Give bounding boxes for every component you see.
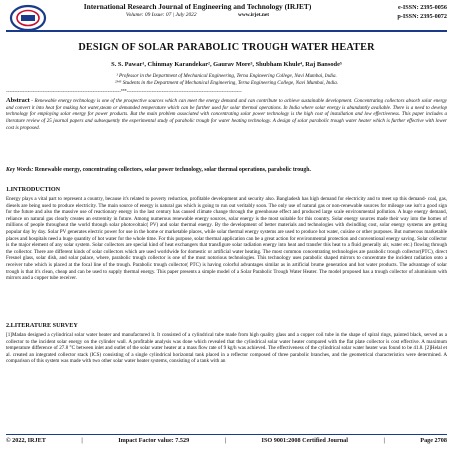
footer-impact-factor: Impact Factor value: 7.529 bbox=[118, 437, 190, 444]
footer-copyright: © 2022, IRJET bbox=[6, 437, 46, 444]
keywords bbox=[6, 167, 447, 174]
keywords-text: Renewable energy, concentrating collectors, solar power technology, solar thermal operations, parabolic trough. bbox=[33, 167, 311, 173]
header-rule bbox=[6, 30, 447, 32]
affiliation-1: ¹ Professor in the Department of Mechanical Engineering, Terna Engineering College, Navi Mumbai, India. bbox=[116, 73, 337, 79]
p-issn: p-ISSN: 2395-0072 bbox=[397, 13, 447, 20]
paper-title: DESIGN OF SOLAR PARABOLIC TROUGH WATER HEATER bbox=[78, 42, 375, 53]
affiliation-2: ²³⁴⁵ Students in the Department of Mechanical Engineering, Terna Engineering College, Navi Mumbai, India. bbox=[114, 80, 339, 86]
e-issn: e-ISSN: 2395-0056 bbox=[398, 4, 447, 11]
keywords-label: Key Words: bbox=[6, 167, 34, 173]
page-footer bbox=[6, 437, 447, 444]
footer-iso: ISO 9001:2008 Certified Journal bbox=[261, 437, 348, 444]
literature-survey-body: [1]Madan designed a cylindrical solar water heater and manufactured it. It consisted of a cylindrical tube made from high quality glass and a copper coil tube in the shape of spiral rings, painted black, served as a collector to the incident solar energy on the cylinder wall. A profitable analysis was done which revealed that the cylindrical solar water heater compared with the flat plate collector is cost effective. A maximum temperature difference of 27.8 °C between inlet and outlet of the solar water heater at a mass flow rate of 9 kg/h was achieved. The effectiveness of the cylindrical solar water heater was found to be 41.8. [2]Helal et al. created an integrated collector stack (ICS) consisting of a single cylindrical horizontal tank placed in a reflector composed of three parabolic branches, and the geometrical characteristics were determined. A comparison of this system was made with two other solar water heater systems, consisting of a tank with an bbox=[6, 332, 447, 365]
irjet-logo bbox=[8, 3, 48, 33]
volume-issue: Volume: 09 Issue: 07 | July 2022 bbox=[125, 12, 197, 18]
footer-page-number: Page 2708 bbox=[420, 437, 447, 444]
journal-header bbox=[0, 0, 453, 38]
section-separator: ---------------------------------------------------------------------***--------------------------------------------------------------------- bbox=[6, 89, 242, 95]
footer-rule bbox=[6, 434, 447, 435]
abstract-text: - Renewable energy technology is one of the prospective sources which can meet the energy demand and can contribute to achieve sustainable development. Concentrating collectors absorb solar energy and convert it into heat for making hot water,steam or demanded temperature which can be further used for solar thermal operations. In India where solar energy is abundantly available. There is a need to develop technology for employing solar energy for power products. But the main problem associated with concentrating solar power technology is the high cost of installation and low effectiveness. This paper includes a literature review of 25 journal papers and subsequently the experimental study of parabolic trough for water heating technology. A design of solar parabolic trough water heater which is further effective with lower cost is proposed. bbox=[6, 98, 447, 131]
journal-website[interactable]: www.irjet.net bbox=[237, 12, 270, 18]
section-heading-literature-survey: 2.LITERATURE SURVEY bbox=[6, 322, 78, 329]
abstract bbox=[6, 98, 447, 131]
journal-title: International Research Journal of Engineering and Technology (IRJET) bbox=[83, 2, 312, 11]
footer-divider: | bbox=[224, 437, 227, 444]
section-heading-introduction: 1.INTRODUCTION bbox=[6, 186, 61, 193]
footer-divider: | bbox=[383, 437, 385, 444]
abstract-label: Abstract bbox=[6, 97, 30, 104]
introduction-body: Energy plays a vital part to represent a country, because it's related to poverty reduction, profitable development and security also. Bangladesh has high demand for electricity and to meet up this demand- coal, gas, diesels are being used to produce electricity. The main source of energy is natural gas which is going to run out veritably soon. The only use of natural gas or non-renewable sources for mileage use isn't a good sign for the future and also the massive use of reactionary energy in the last century has caused climate change through the greenhouse effect and produced large scale environmental pollution. A huge energy demand, reliance on natural gas clearly creates an extremity in future. Among numerous renewable energy sources, solar energy is the most suitable for this country. Solar energy sources made their way into the homes of millions of people throughout the world through solar photovoltaic( PV) and solar thermal energy. By the development of better materials and technologies with dwindling cost, solar energy systems are getting popular day by day. Solar PV generates electric power for use in the home or marketable places, while solar thermal energy systems are used to produce hot water, cuisine or other purposes. But numerous marketable places and hospitals need a huge quantity of hot water for the whole time. For this purpose, solar thermal application can be a great action for environmental protection and conventional energy saving. Solar collector is the major element of any solar system. Solar collectors are special kind of heat exchangers that transfigure solar radiation energy into heat and transfer this heat to a fluid generally air, water etc.) flowing through the collector. There are different kinds of solar collectors which are used worldwide for domestic or artificial water heating. The most common concentrating technologies are parabolic trough collector(PTC), direct Fresnel glass, solar dish, and solar palace, where, parabolic trough collector is one of the most notorious technologies. This technology uses parabolic shaped mirrors to concentrate the incident radiation onto a receiver tube which is placed at the focal line of the trough. Parabolic trough collector( PTC) is having colorful advantages similar as in artificial brume generation and hot water products. The advantage of solar trough is that it's clean, cheap and can be used to supply thermal energy. This paper presents a simple model of a Solar Parabolic Trough Water Heater. The model proposed has a trough collector of aluminium with mirrors and a copper tube receiver. bbox=[6, 196, 447, 282]
author-list: S. S. Pawar¹, Chinmay Karandekar², Gaurav More³, Shubham Khule⁴, Raj Bansode⁵ bbox=[111, 61, 342, 68]
footer-divider: | bbox=[81, 437, 83, 444]
